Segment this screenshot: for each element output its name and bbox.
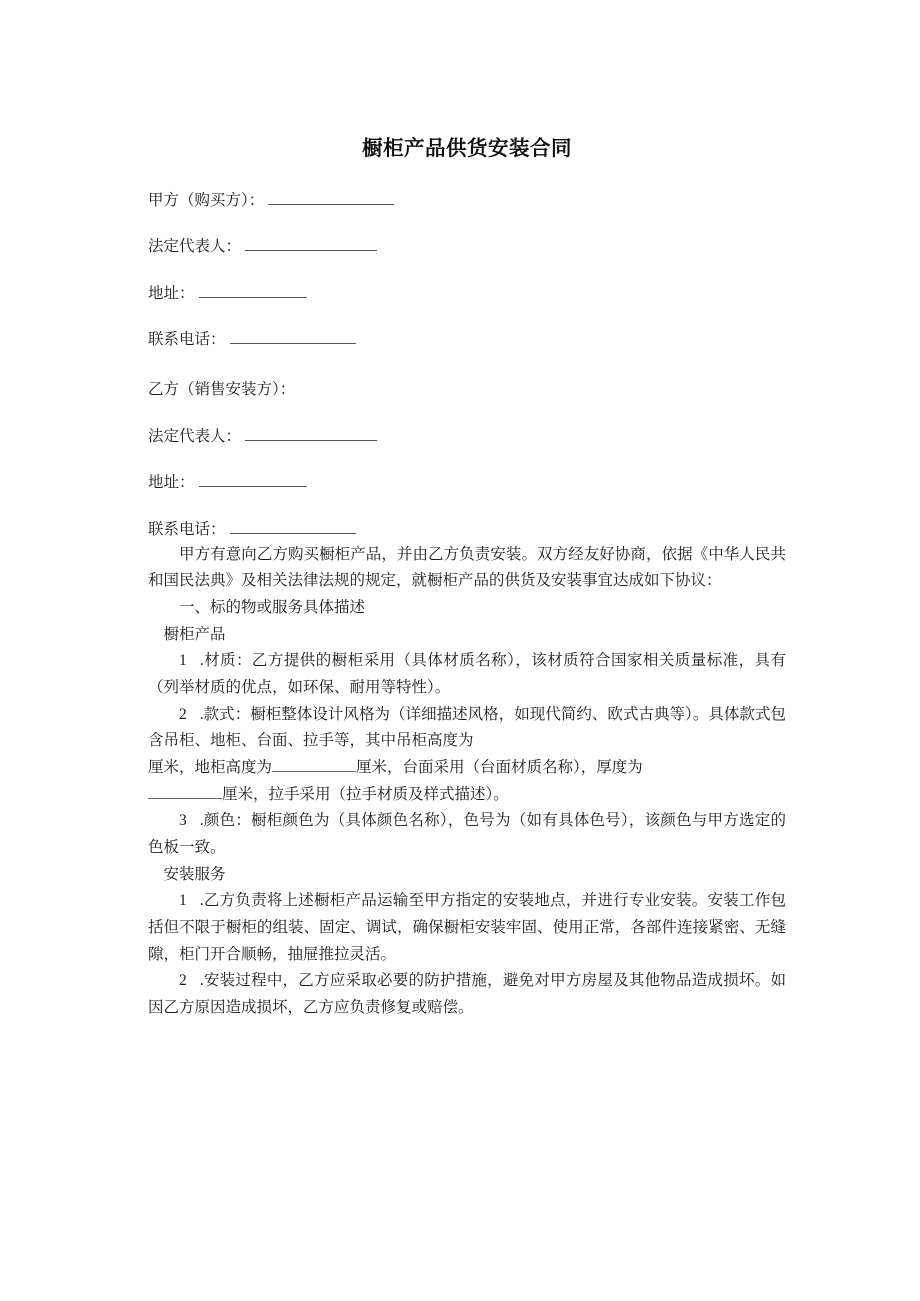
item-dot: . [199,652,204,670]
field-row-party-a-address [148,282,786,306]
field-row-party-a-phone [148,328,786,352]
field-label: 联系电话： [148,520,226,538]
item-number: 1 [179,652,187,670]
fill-in-blank[interactable] [272,756,356,772]
item-dot: . [199,705,204,723]
list-item-service-1 [148,888,786,968]
section-heading-one: 一、标的物或服务具体描述 [179,599,366,617]
item-number: 3 [179,812,187,830]
fill-in-blank[interactable] [245,235,377,251]
item-text: 材质：乙方提供的橱柜采用（具体材质名称），该材质符合国家相关质量标准，具有（列举材质的优点，如环保、耐用等特性）。 [148,652,786,697]
fill-in-blank[interactable] [230,328,356,344]
list-item-style [148,702,786,809]
list-item-service-2 [148,968,786,1021]
field-label: 甲方（购买方）： [148,191,265,209]
field-row-party-b-legal-rep [148,425,786,449]
page-title: 橱柜产品供货安装合同 [362,138,572,160]
list-item-material [148,648,786,701]
subheading-service: 安装服务 [163,865,226,883]
item-dot: . [199,892,204,910]
field-row-party-b-phone [148,518,786,542]
field-row-party-a-legal-rep [148,235,786,259]
fill-in-blank[interactable] [245,425,377,441]
field-label: 法定代表人： [148,238,242,256]
fill-in-blank[interactable] [230,518,356,534]
item-text: 安装过程中，乙方应采取必要的防护措施，避免对甲方房屋及其他物品造成损坏。如因乙方原因造成损坏，乙方应负责修复或赔偿。 [148,972,786,1016]
fill-in-blank[interactable] [148,783,222,799]
item-dot: . [199,812,204,830]
field-label: 地址： [148,284,195,302]
list-item-color [148,808,786,861]
field-label: 地址： [148,474,195,492]
item-number: 2 [179,705,187,723]
field-label: 法定代表人： [148,427,242,445]
fill-in-blank[interactable] [199,472,307,488]
item-text-part4: 厘米，拉手采用（拉手材质及样式描述）。 [222,785,509,803]
item-text: 颜色：橱柜颜色为（具体颜色名称），色号为（如有具体色号），该颜色与甲方选定的色板一致。 [148,812,786,856]
fill-in-blank[interactable] [199,282,307,298]
item-number: 2 [179,972,187,990]
fill-in-blank[interactable] [268,189,394,205]
field-label: 乙方（销售安装方）： [148,381,296,399]
field-row-party-b-address [148,471,786,495]
preamble-paragraph: 甲方有意向乙方购买橱柜产品，并由乙方负责安装。双方经友好协商，依据《中华人民共和国民法典》及相关法律法规的规定，就橱柜产品的供货及安装事宜达成如下协议： [148,545,786,590]
document-content [148,0,786,1022]
item-text-part2: 厘米，地柜高度为 [148,759,273,777]
field-row-party-a-name [148,189,786,213]
item-dot: . [199,972,204,990]
field-label: 联系电话： [148,331,226,349]
item-number: 1 [179,892,187,910]
subheading-product: 橱柜产品 [163,625,226,643]
item-text-part1: 款式：橱柜整体设计风格为（详细描述风格，如现代简约、欧式古典等）。具体款式包含吊柜、地柜、台面、拉手等，其中吊柜高度为 [148,705,786,750]
field-row-party-b-name [148,378,786,402]
item-text-part3: 厘米，台面采用（台面材质名称），厚度为 [356,759,643,777]
item-text: 乙方负责将上述橱柜产品运输至甲方指定的安装地点，并进行专业安装。安装工作包括但不限于橱柜的组装、固定、调试，确保橱柜安装牢固、使用正常，各部件连接紧密、无缝隙，柜门开合顺畅，抽屉推拉灵活。 [148,892,786,963]
party-a-block [148,189,786,353]
party-b-block [148,378,786,542]
